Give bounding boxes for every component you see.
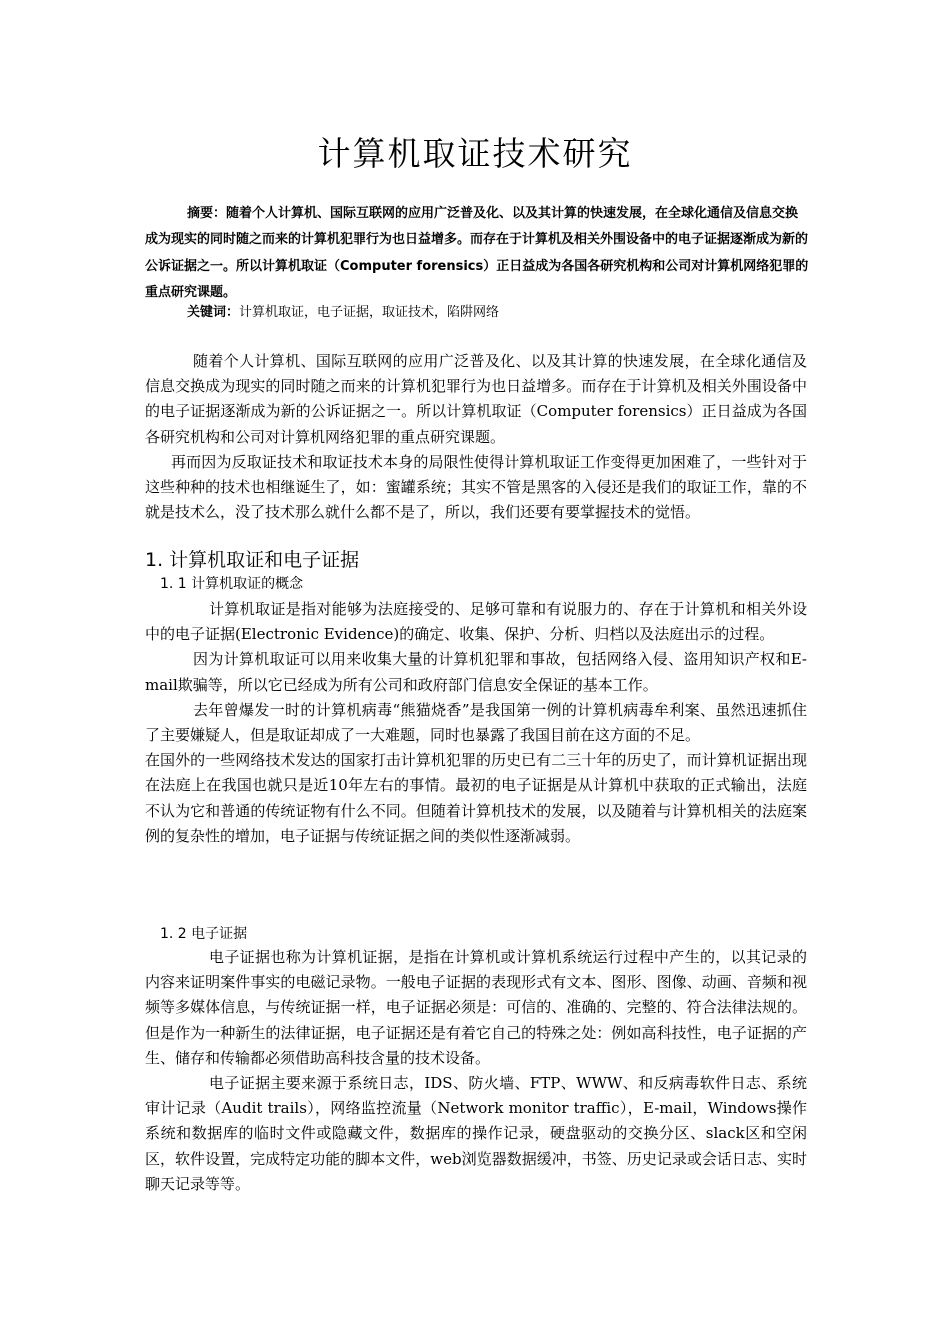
intro-paragraph: 再而因为反取证技术和取证技术本身的局限性使得计算机取证工作变得更加困难了，一些针对于这些种种的技术也相继诞生了，如：蜜罐系统；其实不管是黑客的入侵还是我们的取证工作，靠的不就是技术么，没了技术那么就什么都不是了，所以，我们还要有要掌握技术的觉悟。 xyxy=(145,452,807,522)
subsection-body xyxy=(145,597,807,849)
document-title: 计算机取证技术研究 xyxy=(317,134,633,173)
subsection-heading: 1. 2 电子证据 xyxy=(160,926,248,942)
subsection-heading: 1. 1 计算机取证的概念 xyxy=(160,576,304,592)
body-paragraph: 因为计算机取证可以用来收集大量的计算机犯罪和事故，包括网络入侵、盗用知识产权和E-mail欺骗等，所以它已经成为所有公司和政府部门信息安全保证的基本工作。 xyxy=(145,650,807,694)
body-paragraph: 计算机取证是指对能够为法庭接受的、足够可靠和有说服力的、存在于计算机和相关外设中的电子证据(Electronic Evidence)的确定、收集、保护、分析、归档以及法庭出示的过程。 xyxy=(145,600,807,644)
intro-section xyxy=(145,349,807,525)
body-paragraph: 去年曾爆发一时的计算机病毒“熊猫烧香”是我国第一例的计算机病毒牟利案、虽然迅速抓住了主要嫌疑人，但是取证却成了一大难题，同时也暴露了我国目前在这方面的不足。 xyxy=(145,700,807,745)
subsection-body xyxy=(145,945,807,1197)
keywords-text: 计算机取证，电子证据，取证技术，陷阱网络 xyxy=(239,305,500,320)
section-heading: 1. 计算机取证和电子证据 xyxy=(145,549,360,571)
body-paragraph: 在国外的一些网络技术发达的国家打击计算机犯罪的历史已有二三十年的历史了，而计算机证据出现在法庭上在我国也就只是近10年左右的事情。最初的电子证据是从计算机中获取的正式输出，法庭不认为它和普通的传统证物有什么不同。但随着计算机技术的发展，以及随着与计算机相关的法庭案例的复杂性的增加，电子证据与传统证据之间的类似性逐渐减弱。 xyxy=(145,751,807,845)
body-paragraph: 电子证据主要来源于系统日志，IDS、防火墙、FTP、WWW、和反病毒软件日志、系统审计记录（Audit trails），网络监控流量（Network monitor traffic），E-mail，Windows操作系统和数据库的临时文件或隐藏文件，数据库的操作记录，硬盘驱动的交换分区、slack区和空闲区，软件设置，完成特定功能的脚本文件，web浏览器数据缓冲，书签、历史记录或会话日志、实时聊天记录等等。 xyxy=(145,1074,807,1193)
intro-paragraph: 随着个人计算机、国际互联网的应用广泛普及化、以及其计算的快速发展，在全球化通信及信息交换成为现实的同时随之而来的计算机犯罪行为也日益增多。而存在于计算机及相关外围设备中的电子证据逐渐成为新的公诉证据之一。所以计算机取证（Computer forensics）正日益成为各国各研究机构和公司对计算机网络犯罪的重点研究课题。 xyxy=(145,352,807,446)
keywords-label: 关键词： xyxy=(187,305,240,320)
abstract-label: 摘要： xyxy=(187,206,227,221)
keywords xyxy=(145,300,810,325)
abstract xyxy=(145,201,810,307)
body-paragraph: 电子证据也称为计算机证据，是指在计算机或计算机系统运行过程中产生的，以其记录的内容来证明案件事实的电磁记录物。一般电子证据的表现形式有文本、图形、图像、动画、音频和视频等多媒体信息，与传统证据一样，电子证据必须是：可信的、准确的、完整的、符合法律法规的。但是作为一种新生的法律证据，电子证据还是有着它自己的特殊之处：例如高科技性，电子证据的产生、储存和传输都必须借助高科技含量的技术设备。 xyxy=(145,948,807,1067)
abstract-text: 随着个人计算机、国际互联网的应用广泛普及化、以及其计算的快速发展，在全球化通信及信息交换成为现实的同时随之而来的计算机犯罪行为也日益增多。而存在于计算机及相关外围设备中的电子证据逐渐成为新的公诉证据之一。所以计算机取证（Computer forensics）正日益成为各国各研究机构和公司对计算机网络犯罪的重点研究课题。 xyxy=(145,206,809,301)
